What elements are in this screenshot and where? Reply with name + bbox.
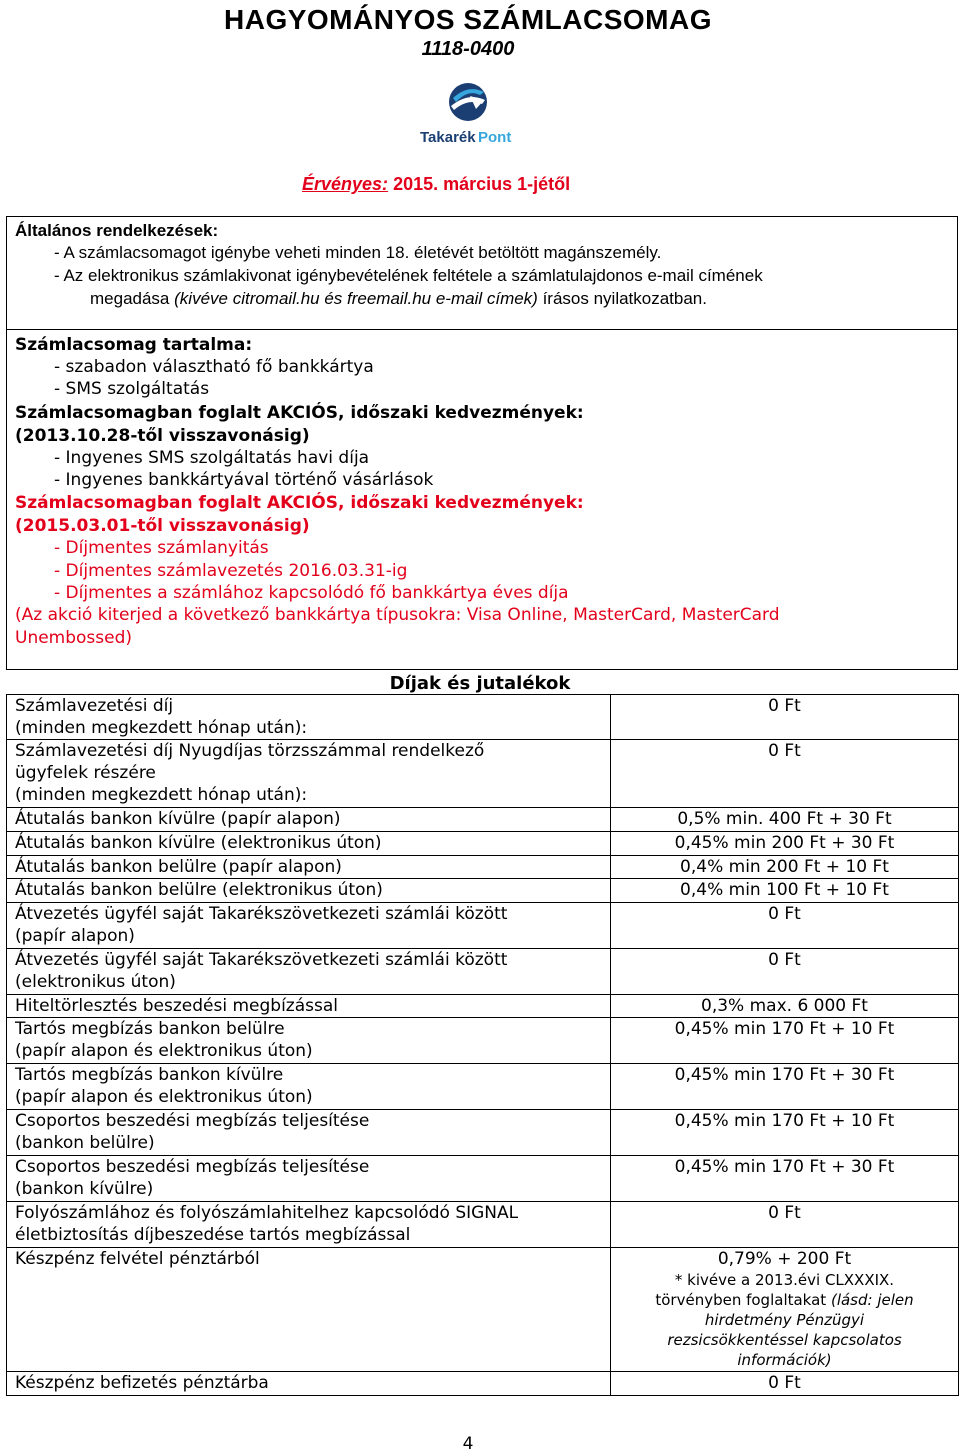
- fee-label: [7, 740, 611, 808]
- fee-value-cell: [611, 1202, 959, 1248]
- fee-value-cell: [611, 949, 959, 995]
- fee-label: [7, 1110, 611, 1156]
- fee-row: [7, 1248, 959, 1372]
- fee-row: [7, 949, 959, 995]
- fee-row: [7, 1018, 959, 1064]
- fee-label-line: (bankon kívülre): [15, 1179, 154, 1199]
- fee-row: [7, 903, 959, 949]
- fee-value-cell: [611, 879, 959, 903]
- fee-label-line: életbiztosítás díjbeszedése tartós megbízással: [15, 1225, 411, 1245]
- fee-label: [7, 856, 611, 879]
- validity-label: Érvényes:: [302, 174, 389, 194]
- package-heading: Számlacsomag tartalma:: [15, 335, 253, 355]
- fee-row: [7, 832, 959, 856]
- fees-table: [6, 694, 959, 1396]
- fee-label-line: (papír alapon): [15, 926, 135, 946]
- fee-value: 0,45% min 170 Ft + 30 Ft: [674, 1065, 895, 1085]
- promo2-item: - Díjmentes számlanyitás: [54, 538, 269, 558]
- package-item: - SMS szolgáltatás: [54, 379, 210, 399]
- fee-value-cell: [611, 1248, 959, 1372]
- fee-value: 0,45% min 170 Ft + 10 Ft: [674, 1111, 895, 1131]
- page-number: 4: [462, 1434, 474, 1454]
- fee-value-cell: [611, 808, 959, 832]
- fee-row: [7, 995, 959, 1018]
- fee-value: 0 Ft: [768, 1373, 801, 1393]
- validity: [302, 174, 570, 195]
- fee-label-line: Átutalás bankon belülre (papír alapon): [15, 857, 342, 877]
- promo2-period: (2015.03.01-től visszavonásig): [15, 516, 310, 536]
- promo2-item: - Díjmentes számlavezetés 2016.03.31-ig: [54, 561, 408, 581]
- fee-label-line: Számlavezetési díj: [15, 696, 174, 716]
- fee-label-line: Folyószámlához és folyószámlahitelhez kapcsolódó SIGNAL: [15, 1203, 519, 1223]
- fee-value: 0,45% min 200 Ft + 30 Ft: [674, 833, 895, 853]
- fee-label-line: Átvezetés ügyfél saját Takarékszövetkezeti számlái között: [15, 904, 508, 924]
- fee-label: [7, 1372, 611, 1396]
- fee-label-line: Készpénz befizetés pénztárba: [15, 1373, 269, 1393]
- general-item: - Az elektronikus számlakivonat igénybevételének feltétele a számlatulajdonos e-mail címének: [54, 266, 763, 285]
- fee-row: [7, 1064, 959, 1110]
- fees-title: Díjak és jutalékok: [389, 673, 571, 694]
- general-heading: Általános rendelkezések:: [15, 221, 219, 240]
- fee-row: [7, 740, 959, 808]
- fee-value: 0 Ft: [768, 741, 801, 761]
- fee-value: 0 Ft: [768, 1203, 801, 1223]
- fee-label-line: Átvezetés ügyfél saját Takarékszövetkezeti számlái között: [15, 950, 508, 970]
- fee-label: [7, 1248, 611, 1372]
- fee-label-line: (minden megkezdett hónap után):: [15, 785, 308, 805]
- fee-label: [7, 832, 611, 856]
- promo1-period: (2013.10.28-től visszavonásig): [15, 426, 310, 446]
- fee-value-cell: [611, 995, 959, 1018]
- fee-label: [7, 808, 611, 832]
- fee-value: 0 Ft: [768, 950, 801, 970]
- fee-label: [7, 995, 611, 1018]
- promo1-item: - Ingyenes bankkártyával történő vásárlások: [54, 470, 434, 490]
- fee-label: [7, 1018, 611, 1064]
- fee-value-cell: [611, 856, 959, 879]
- promo1-item: - Ingyenes SMS szolgáltatás havi díja: [54, 448, 370, 468]
- fee-label-line: (papír alapon és elektronikus úton): [15, 1087, 313, 1107]
- fee-value-cell: [611, 740, 959, 808]
- fee-value: 0 Ft: [768, 696, 801, 716]
- general-item: megadása (kivéve citromail.hu és freemail.hu e-mail címek) írásos nyilatkozatban.: [90, 289, 707, 308]
- fee-value: 0,4% min 200 Ft + 10 Ft: [680, 857, 889, 877]
- package-item: - szabadon választható fő bankkártya: [54, 357, 374, 377]
- fee-value-cell: [611, 1110, 959, 1156]
- package-code: 1118-0400: [421, 38, 515, 60]
- fee-label: [7, 949, 611, 995]
- fee-label-line: Készpénz felvétel pénztárból: [15, 1249, 260, 1269]
- fee-label-line: Tartós megbízás bankon belülre: [15, 1019, 285, 1039]
- fee-value: 0,45% min 170 Ft + 10 Ft: [674, 1019, 895, 1039]
- fee-value: 0,79% + 200 Ft: [717, 1249, 852, 1269]
- fee-label-line: Számlavezetési díj Nyugdíjas törzsszámmal rendelkező: [15, 741, 485, 761]
- fee-row: [7, 808, 959, 832]
- promo2-heading: Számlacsomagban foglalt AKCIÓS, időszaki kedvezmények:: [15, 493, 584, 513]
- fee-label-line: Csoportos beszedési megbízás teljesítése: [15, 1111, 370, 1131]
- fee-label-line: Tartós megbízás bankon kívülre: [15, 1065, 284, 1085]
- fee-label-line: (elektronikus úton): [15, 972, 176, 992]
- fee-label-line: ügyfelek részére: [15, 763, 156, 783]
- fee-label-line: (minden megkezdett hónap után):: [15, 718, 308, 738]
- logo-text-accent: Pont: [478, 129, 512, 146]
- fee-value-cell: [611, 832, 959, 856]
- fee-label: [7, 1202, 611, 1248]
- fee-label-line: (papír alapon és elektronikus úton): [15, 1041, 313, 1061]
- fee-value-cell: [611, 1018, 959, 1064]
- fee-value-cell: [611, 903, 959, 949]
- fee-label: [7, 1156, 611, 1202]
- fee-label-line: (bankon belülre): [15, 1133, 155, 1153]
- fee-label-line: Átutalás bankon kívülre (elektronikus úton): [15, 833, 382, 853]
- fee-row: [7, 879, 959, 903]
- fee-note: * kivéve a 2013.évi CLXXXIX. törvényben foglaltakat (lásd: jelen hirdetmény Pénzügyi rezsicsökkentéssel kapcsolatos információk): [655, 1271, 914, 1369]
- fee-label: [7, 879, 611, 903]
- promo1-heading: Számlacsomagban foglalt AKCIÓS, időszaki kedvezmények:: [15, 403, 584, 423]
- fee-label-line: Csoportos beszedési megbízás teljesítése: [15, 1157, 370, 1177]
- fee-label: [7, 695, 611, 740]
- fee-value-cell: [611, 695, 959, 740]
- validity-date: 2015. március 1-jétől: [388, 174, 571, 194]
- fee-row: [7, 856, 959, 879]
- general-item: - A számlacsomagot igénybe veheti minden 18. életévét betöltött magánszemély.: [54, 243, 662, 262]
- promo2-note: (Az akció kiterjed a következő bankkártya típusokra: Visa Online, MasterCard, MasterCard: [15, 605, 780, 625]
- fee-row: [7, 1110, 959, 1156]
- fee-label: [7, 1064, 611, 1110]
- fee-value: 0,3% max. 6 000 Ft: [701, 996, 868, 1016]
- fee-value: 0,4% min 100 Ft + 10 Ft: [680, 880, 889, 900]
- fee-row: [7, 1156, 959, 1202]
- page-title: HAGYOMÁNYOS SZÁMLACSOMAG: [224, 4, 712, 35]
- promo2-item: - Díjmentes a számlához kapcsolódó fő bankkártya éves díja: [54, 583, 569, 603]
- fee-value: 0,45% min 170 Ft + 30 Ft: [674, 1157, 895, 1177]
- takarekpont-logo-icon: [418, 78, 518, 148]
- fee-label-line: Átutalás bankon kívülre (papír alapon): [15, 809, 341, 829]
- fee-row: [7, 1372, 959, 1396]
- promo2-note: Unembossed): [15, 628, 133, 648]
- fee-value-cell: [611, 1156, 959, 1202]
- fee-row: [7, 1202, 959, 1248]
- logo-text-main: Takarék: [420, 129, 476, 146]
- fee-label: [7, 903, 611, 949]
- fee-label-line: Hiteltörlesztés beszedési megbízással: [15, 996, 338, 1016]
- fee-value: 0 Ft: [768, 904, 801, 924]
- fee-value-cell: [611, 1372, 959, 1396]
- fee-row: [7, 695, 959, 740]
- fee-value: 0,5% min. 400 Ft + 30 Ft: [677, 809, 892, 829]
- fee-value-cell: [611, 1064, 959, 1110]
- fee-label-line: Átutalás bankon belülre (elektronikus úton): [15, 880, 383, 900]
- takarekpont-logo: [418, 78, 518, 148]
